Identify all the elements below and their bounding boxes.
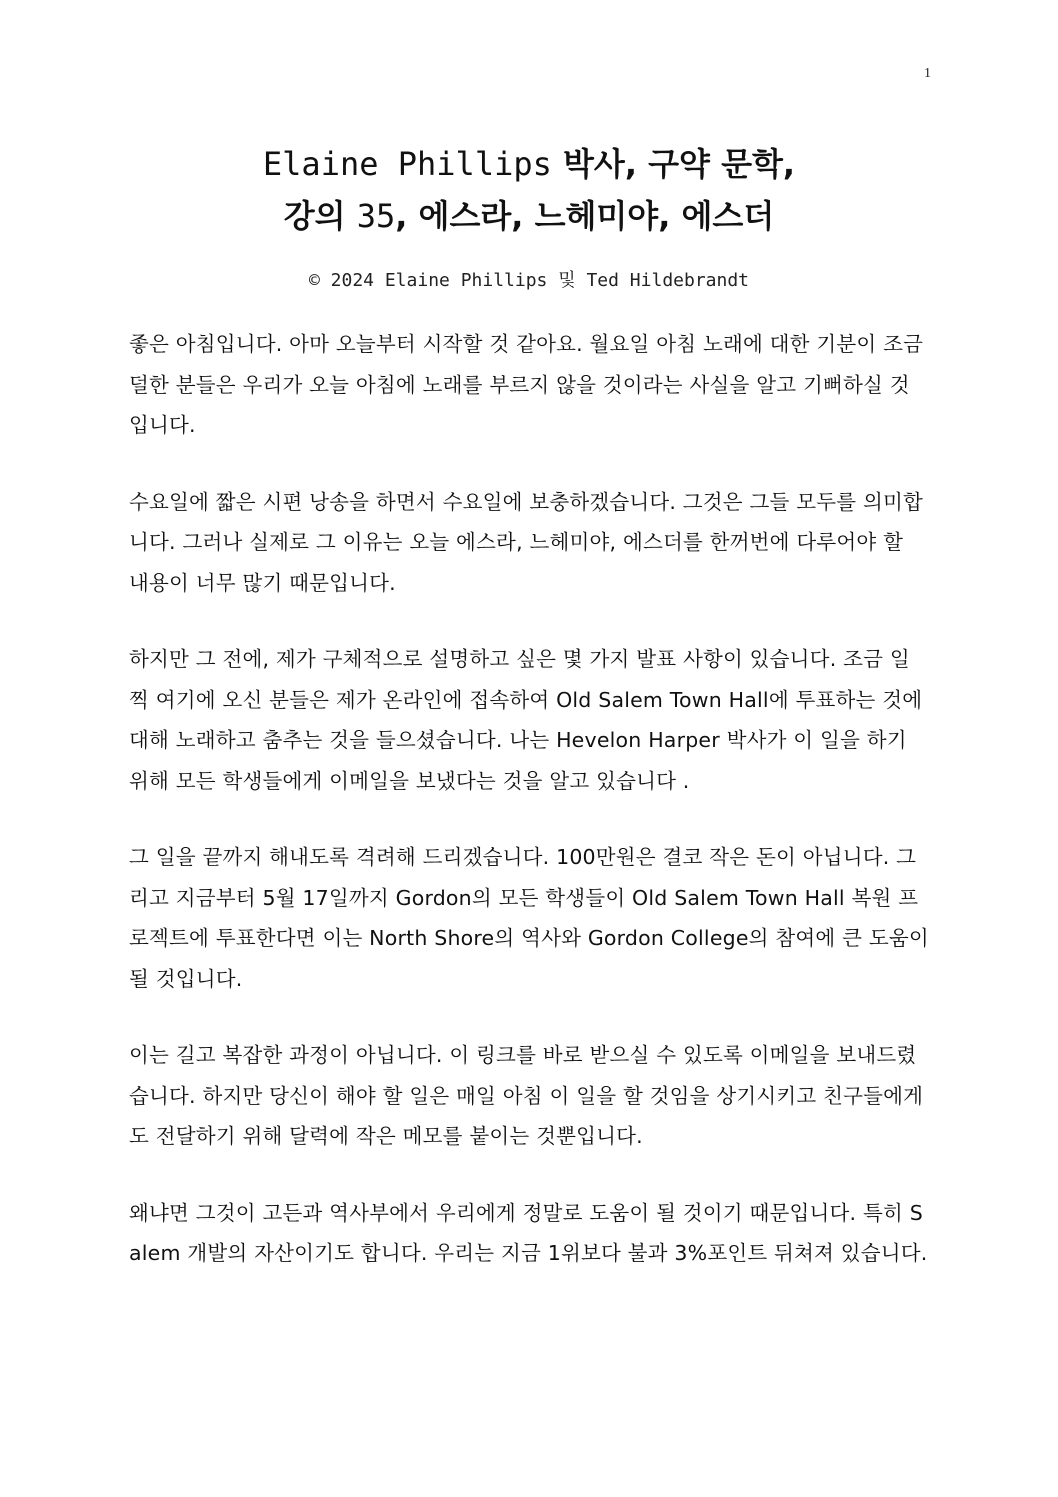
- title-line-2-books: , 에스라, 느헤미야, 에스더: [395, 197, 775, 235]
- paragraph-6: 왜냐면 그것이 고든과 역사부에서 우리에게 정말로 도움이 될 것이기 때문입니다. 특히 Salem 개발의 자산이기도 합니다. 우리는 지금 1위보다 불과 3%포인트 뒤쳐져 있습니다.: [129, 1200, 928, 1265]
- paragraph-3: 하지만 그 전에, 제가 구체적으로 설명하고 싶은 몇 가지 발표 사항이 있습니다. 조금 일찍 여기에 오신 분들은 제가 온라인에 접속하여 Old Salem Town Hall에 투표하는 것에 대해 노래하고 춤추는 것을 들으셨습니다. 나는 Hevelon Harper 박사가 이 일을 하기 위해 모든 학생들에게 이메일을 보냈다는 것을 알고 있습니다 .: [129, 647, 923, 793]
- document-body: [129, 324, 929, 1310]
- paragraph-4: 그 일을 끝까지 해내도록 격려해 드리겠습니다. 100만원은 결코 작은 돈이 아닙니다. 그리고 지금부터 5월 17일까지 Gordon의 모든 학생들이 Old Salem Town Hall 복원 프로젝트에 투표한다면 이는 North Shore의 역사와 Gordon College의 참여에 큰 도움이 될 것입니다.: [129, 845, 929, 991]
- document-title: [0, 138, 1058, 242]
- title-line-1-text: 박사, 구약 문학,: [551, 145, 796, 183]
- title-author-name: Elaine Phillips: [262, 145, 552, 183]
- copyright-line: © 2024 Elaine Phillips 및 Ted Hildebrandt: [308, 270, 750, 291]
- page-number: 1: [924, 66, 931, 81]
- paragraph-2: 수요일에 짧은 시편 낭송을 하면서 수요일에 보충하겠습니다. 그것은 그들 모두를 의미합니다. 그러나 실제로 그 이유는 오늘 에스라, 느헤미야, 에스더를 한꺼번에 다루어야 할 내용이 너무 많기 때문입니다.: [129, 489, 923, 595]
- title-line-2-lecture: 강의: [283, 197, 357, 235]
- title-line-1: [0, 138, 1058, 190]
- title-lecture-number: 35: [356, 197, 396, 235]
- paragraph-5: 이는 길고 복잡한 과정이 아닙니다. 이 링크를 바로 받으실 수 있도록 이메일을 보내드렸습니다. 하지만 당신이 해야 할 일은 매일 아침 이 일을 할 것임을 상기시키고 친구들에게도 전달하기 위해 달력에 작은 메모를 붙이는 것뿐입니다.: [129, 1043, 924, 1148]
- paragraph-1: 좋은 아침입니다. 아마 오늘부터 시작할 것 같아요. 월요일 아침 노래에 대한 기분이 조금 덜한 분들은 우리가 오늘 아침에 노래를 부르지 않을 것이라는 사실을 알고 기뻐하실 것입니다.: [129, 332, 924, 437]
- title-line-2: [0, 190, 1058, 242]
